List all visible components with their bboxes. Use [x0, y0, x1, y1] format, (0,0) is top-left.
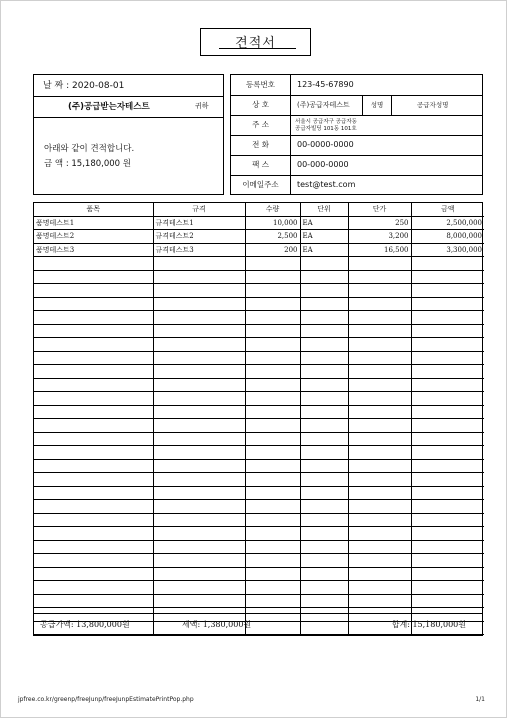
cell-item: [34, 486, 153, 500]
empty-table-row: [34, 378, 484, 392]
cell-amount: 8,000,000: [411, 230, 484, 244]
cell-spec: [153, 473, 245, 487]
cell-amount: [411, 257, 484, 271]
fax-label: 팩 스: [231, 155, 291, 175]
address-label: 주 소: [231, 115, 291, 135]
cell-unit: [300, 554, 348, 568]
cell-amount: [411, 527, 484, 541]
cell-qty: 200: [245, 243, 300, 257]
empty-table-row: [34, 284, 484, 298]
totals-row: [34, 613, 482, 635]
cell-price: [348, 405, 411, 419]
empty-table-row: [34, 392, 484, 406]
cell-unit: [300, 378, 348, 392]
items-header-row: [34, 203, 484, 216]
cell-qty: [245, 446, 300, 460]
cell-amount: [411, 419, 484, 433]
supplier-info-table: [230, 74, 483, 195]
supplier-reg-row: [231, 75, 482, 96]
date-text: 날 짜 : 2020-08-01: [43, 81, 125, 91]
cell-qty: [245, 500, 300, 514]
cell-qty: [245, 486, 300, 500]
cell-spec: [153, 513, 245, 527]
cell-amount: [411, 513, 484, 527]
cell-price: [348, 270, 411, 284]
cell-price: [348, 378, 411, 392]
supplier-fax-row: [231, 155, 482, 176]
cell-spec: [153, 594, 245, 608]
cell-item: [34, 527, 153, 541]
cell-amount: [411, 486, 484, 500]
cell-qty: [245, 459, 300, 473]
cell-unit: EA: [300, 216, 348, 230]
cell-unit: [300, 270, 348, 284]
col-header-spec: 규격: [153, 203, 245, 216]
cell-qty: [245, 297, 300, 311]
cell-qty: [245, 378, 300, 392]
empty-table-row: [34, 297, 484, 311]
cell-amount: [411, 297, 484, 311]
items-table-box: [33, 202, 483, 636]
cell-price: 3,200: [348, 230, 411, 244]
cell-price: [348, 311, 411, 325]
grand-total: 합계: 15,180,000원: [391, 620, 466, 629]
cell-item: 품명테스트2: [34, 230, 153, 244]
cell-qty: 2,500: [245, 230, 300, 244]
cell-unit: [300, 432, 348, 446]
cell-qty: [245, 473, 300, 487]
cell-price: [348, 446, 411, 460]
table-row: [34, 230, 484, 244]
cell-price: [348, 581, 411, 595]
empty-table-row: [34, 311, 484, 325]
cell-amount: 3,300,000: [411, 243, 484, 257]
cell-qty: [245, 419, 300, 433]
cell-price: [348, 432, 411, 446]
cell-price: [348, 459, 411, 473]
cell-spec: [153, 446, 245, 460]
cell-amount: [411, 365, 484, 379]
cell-price: [348, 567, 411, 581]
cell-item: [34, 324, 153, 338]
cell-qty: 10,000: [245, 216, 300, 230]
cell-qty: [245, 392, 300, 406]
cell-unit: [300, 351, 348, 365]
cell-item: [34, 513, 153, 527]
cell-item: 품명테스트1: [34, 216, 153, 230]
cell-unit: [300, 324, 348, 338]
cell-price: [348, 338, 411, 352]
empty-table-row: [34, 554, 484, 568]
cell-amount: [411, 392, 484, 406]
empty-table-row: [34, 446, 484, 460]
rep-name-label: 성명: [362, 95, 392, 115]
cell-price: [348, 473, 411, 487]
rep-name-value: 공급자성명: [417, 101, 449, 109]
cell-unit: [300, 257, 348, 271]
cell-qty: [245, 257, 300, 271]
document-title: 견적서: [235, 36, 276, 51]
cell-amount: [411, 554, 484, 568]
cell-unit: [300, 486, 348, 500]
cell-amount: 2,500,000: [411, 216, 484, 230]
cell-price: [348, 365, 411, 379]
cell-spec: 규격테스트2: [153, 230, 245, 244]
cell-unit: EA: [300, 230, 348, 244]
cell-spec: [153, 270, 245, 284]
cell-item: [34, 554, 153, 568]
cell-unit: [300, 311, 348, 325]
title-underline: [219, 48, 296, 49]
cell-spec: [153, 324, 245, 338]
cell-unit: [300, 473, 348, 487]
cell-spec: [153, 311, 245, 325]
empty-table-row: [34, 513, 484, 527]
recipient-honorific: 귀하: [195, 102, 209, 110]
cell-spec: [153, 486, 245, 500]
supplier-name-row: [231, 95, 482, 116]
cell-price: [348, 527, 411, 541]
cell-spec: [153, 581, 245, 595]
cell-spec: [153, 500, 245, 514]
cell-item: [34, 365, 153, 379]
supplier-tel-row: [231, 135, 482, 156]
cell-amount: [411, 567, 484, 581]
cell-spec: [153, 378, 245, 392]
cell-price: [348, 284, 411, 298]
cell-qty: [245, 324, 300, 338]
empty-table-row: [34, 486, 484, 500]
empty-table-row: [34, 459, 484, 473]
cell-unit: [300, 392, 348, 406]
empty-table-row: [34, 351, 484, 365]
cell-amount: [411, 473, 484, 487]
col-header-unit: 단위: [300, 203, 348, 216]
cell-unit: [300, 540, 348, 554]
cell-price: [348, 500, 411, 514]
cell-item: [34, 581, 153, 595]
cell-unit: [300, 419, 348, 433]
cell-unit: [300, 446, 348, 460]
empty-table-row: [34, 257, 484, 271]
email-label: 이메일주소: [231, 175, 291, 195]
cell-amount: [411, 324, 484, 338]
company-name-value: (주)공급자테스트: [297, 101, 350, 109]
cell-price: 250: [348, 216, 411, 230]
empty-table-row: [34, 594, 484, 608]
cell-spec: [153, 540, 245, 554]
address-line-1: 서울시 공급자구 공급자동: [295, 119, 357, 125]
cell-amount: [411, 270, 484, 284]
supplier-email-row: [231, 175, 482, 195]
cell-amount: [411, 446, 484, 460]
cell-qty: [245, 567, 300, 581]
recipient-row: [34, 96, 223, 118]
empty-table-row: [34, 405, 484, 419]
col-header-price: 단가: [348, 203, 411, 216]
cell-amount: [411, 378, 484, 392]
cell-spec: [153, 284, 245, 298]
cell-price: [348, 419, 411, 433]
cell-qty: [245, 270, 300, 284]
items-table: [34, 203, 484, 635]
cell-qty: [245, 432, 300, 446]
cell-spec: [153, 459, 245, 473]
recipient-name: (주)공급받는자테스트: [68, 102, 150, 112]
email-value: test@test.com: [297, 180, 356, 189]
cell-amount: [411, 581, 484, 595]
date-row: [34, 75, 223, 97]
cell-item: 품명테스트3: [34, 243, 153, 257]
tel-value: 00-0000-0000: [297, 140, 354, 149]
cell-spec: [153, 432, 245, 446]
company-name-label: 상 호: [231, 95, 291, 115]
empty-table-row: [34, 270, 484, 284]
cell-amount: [411, 284, 484, 298]
cell-amount: [411, 311, 484, 325]
cell-item: [34, 270, 153, 284]
reg-no-label: 등록번호: [231, 75, 291, 95]
cell-item: [34, 405, 153, 419]
greeting-text: 아래와 같이 견적합니다.: [44, 144, 135, 154]
cell-price: [348, 392, 411, 406]
cell-unit: [300, 567, 348, 581]
cell-unit: [300, 500, 348, 514]
empty-table-row: [34, 365, 484, 379]
cell-item: [34, 297, 153, 311]
cell-amount: [411, 432, 484, 446]
col-header-item: 품목: [34, 203, 153, 216]
cell-item: [34, 351, 153, 365]
cell-item: [34, 392, 153, 406]
address-line-2: 공급자빌딩 101동 101호: [295, 126, 357, 132]
cell-price: [348, 554, 411, 568]
table-row: [34, 243, 484, 257]
cell-spec: [153, 257, 245, 271]
cell-item: [34, 567, 153, 581]
cell-price: [348, 540, 411, 554]
cell-spec: [153, 392, 245, 406]
cell-qty: [245, 540, 300, 554]
cell-amount: [411, 500, 484, 514]
cell-price: [348, 486, 411, 500]
cell-price: [348, 297, 411, 311]
empty-table-row: [34, 419, 484, 433]
cell-unit: EA: [300, 243, 348, 257]
col-header-qty: 수량: [245, 203, 300, 216]
cell-spec: [153, 567, 245, 581]
cell-spec: 규격테스트3: [153, 243, 245, 257]
cell-item: [34, 500, 153, 514]
cell-price: [348, 324, 411, 338]
cell-item: [34, 378, 153, 392]
supply-total: 공급가액: 13,800,000원: [40, 620, 130, 629]
cell-amount: [411, 540, 484, 554]
cell-spec: [153, 297, 245, 311]
footer-url: jpfree.co.kr/greenp/freeJunp/freeJunpEstimatePrintPop.php: [18, 696, 194, 703]
cell-qty: [245, 527, 300, 541]
cell-item: [34, 284, 153, 298]
cell-item: [34, 338, 153, 352]
cell-qty: [245, 581, 300, 595]
cell-unit: [300, 405, 348, 419]
empty-table-row: [34, 581, 484, 595]
cell-spec: [153, 527, 245, 541]
cell-unit: [300, 527, 348, 541]
recipient-box: [33, 74, 224, 195]
empty-table-row: [34, 540, 484, 554]
cell-unit: [300, 459, 348, 473]
cell-price: [348, 257, 411, 271]
cell-qty: [245, 594, 300, 608]
cell-item: [34, 459, 153, 473]
cell-amount: [411, 338, 484, 352]
cell-unit: [300, 594, 348, 608]
cell-item: [34, 594, 153, 608]
cell-amount: [411, 351, 484, 365]
cell-unit: [300, 365, 348, 379]
empty-table-row: [34, 432, 484, 446]
cell-spec: [153, 365, 245, 379]
supplier-addr-row: [231, 115, 482, 136]
cell-item: [34, 432, 153, 446]
cell-item: [34, 473, 153, 487]
cell-item: [34, 540, 153, 554]
reg-no-value: 123-45-67890: [297, 80, 354, 89]
cell-unit: [300, 513, 348, 527]
cell-price: [348, 351, 411, 365]
tel-label: 전 화: [231, 135, 291, 155]
cell-qty: [245, 554, 300, 568]
col-header-amount: 금액: [411, 203, 484, 216]
cell-amount: [411, 594, 484, 608]
tax-total: 세액: 1,380,000원: [182, 620, 252, 629]
empty-table-row: [34, 338, 484, 352]
cell-spec: [153, 419, 245, 433]
empty-table-row: [34, 500, 484, 514]
cell-qty: [245, 351, 300, 365]
cell-unit: [300, 338, 348, 352]
cell-spec: [153, 405, 245, 419]
empty-table-row: [34, 324, 484, 338]
cell-item: [34, 311, 153, 325]
empty-table-row: [34, 473, 484, 487]
cell-qty: [245, 405, 300, 419]
cell-price: [348, 513, 411, 527]
cell-amount: [411, 405, 484, 419]
cell-spec: [153, 554, 245, 568]
cell-unit: [300, 284, 348, 298]
cell-spec: [153, 338, 245, 352]
cell-price: 16,500: [348, 243, 411, 257]
fax-value: 00-000-0000: [297, 160, 349, 169]
cell-spec: 규격테스트1: [153, 216, 245, 230]
empty-table-row: [34, 527, 484, 541]
cell-spec: [153, 351, 245, 365]
total-amount-text: 금 액 : 15,180,000 원: [44, 159, 131, 169]
empty-table-row: [34, 567, 484, 581]
cell-qty: [245, 513, 300, 527]
cell-price: [348, 594, 411, 608]
cell-item: [34, 446, 153, 460]
cell-qty: [245, 365, 300, 379]
cell-qty: [245, 284, 300, 298]
cell-item: [34, 419, 153, 433]
footer-page-number: 1/1: [475, 696, 485, 703]
document-title-box: [200, 28, 311, 56]
cell-qty: [245, 338, 300, 352]
cell-unit: [300, 297, 348, 311]
table-row: [34, 216, 484, 230]
cell-amount: [411, 459, 484, 473]
cell-unit: [300, 581, 348, 595]
cell-qty: [245, 311, 300, 325]
cell-item: [34, 257, 153, 271]
